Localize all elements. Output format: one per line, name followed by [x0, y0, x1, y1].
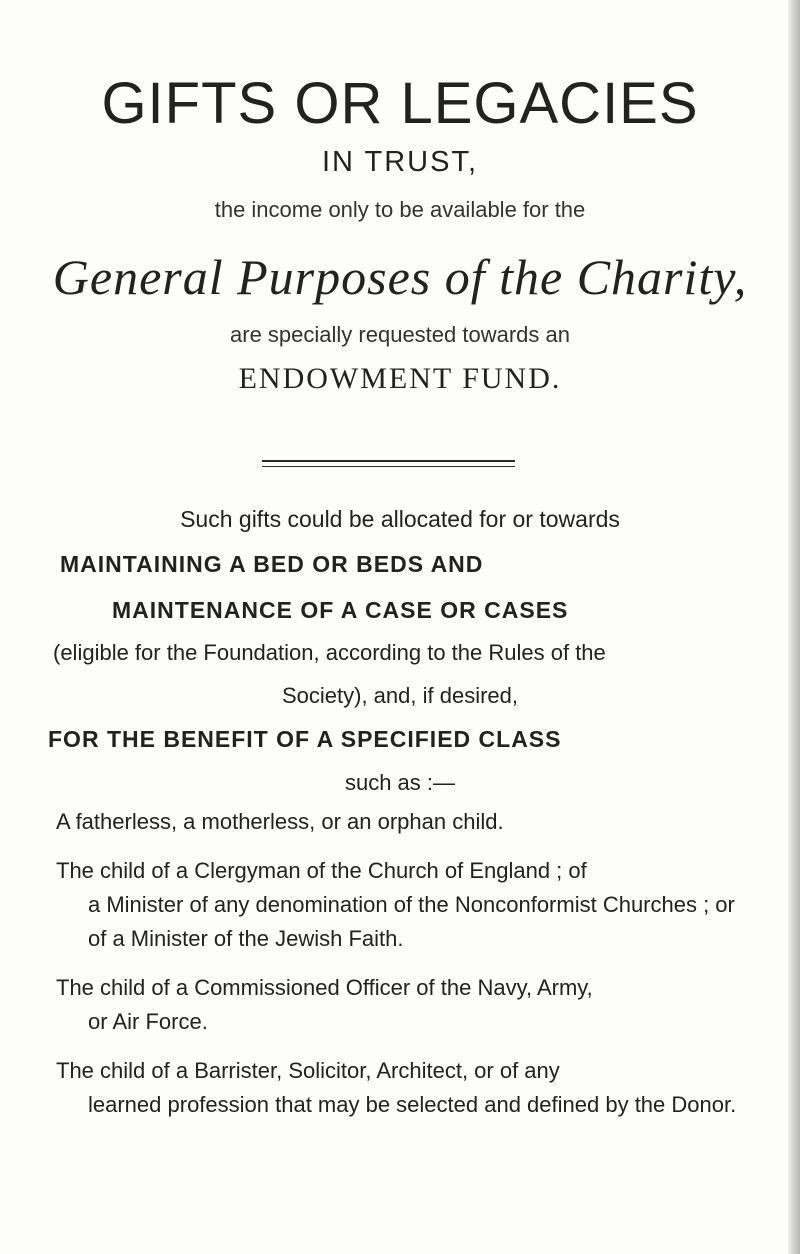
maintenance-cases-line: MAINTENANCE OF A CASE OR CASES: [112, 597, 569, 623]
society-line: Society), and, if desired,: [281, 683, 518, 708]
divider-rule-bottom: [262, 466, 515, 467]
specified-class-line: FOR THE BENEFIT OF A SPECIFIED CLASS: [48, 726, 562, 752]
such-gifts-line: Such gifts could be allocated for or towards: [180, 506, 620, 532]
page-subtitle: IN TRUST,: [321, 146, 479, 178]
class-item-continuation: or Air Force.: [88, 1009, 208, 1034]
page-title: GIFTS OR LEGACIES: [101, 71, 699, 136]
requested-line: are specially requested towards an: [230, 322, 570, 347]
page-edge-shadow: [788, 0, 800, 1254]
income-line: the income only to be available for the: [214, 197, 586, 222]
class-item-text: A fatherless, a motherless, or an orphan child.: [56, 809, 504, 834]
general-purposes-heading: General Purposes of the Charity,: [52, 249, 748, 305]
eligible-line: (eligible for the Foundation, according to the Rules of the: [53, 640, 606, 665]
endowment-fund-heading: ENDOWMENT FUND.: [238, 362, 562, 395]
class-item-officer: [56, 971, 746, 1039]
class-item-continuation: learned profession that may be selected and defined by the Donor.: [88, 1092, 737, 1117]
divider-rule-top: [262, 460, 515, 462]
class-item-text: The child of a Barrister, Solicitor, Architect, or of any: [56, 1058, 560, 1083]
maintaining-beds-line: MAINTAINING A BED OR BEDS AND: [60, 551, 484, 577]
class-item-text: The child of a Commissioned Officer of the Navy, Army,: [56, 975, 593, 1000]
class-item-orphan: [56, 805, 746, 839]
class-item-continuation: a Minister of any denomination of the Nonconformist Churches ; or of a Minister of the Jewish Faith.: [88, 892, 735, 951]
class-item-professional: [56, 1054, 746, 1122]
class-item-clergy: [56, 854, 746, 956]
class-item-text: The child of a Clergyman of the Church of England ; of: [56, 858, 587, 883]
such-as-line: such as :—: [344, 770, 456, 795]
